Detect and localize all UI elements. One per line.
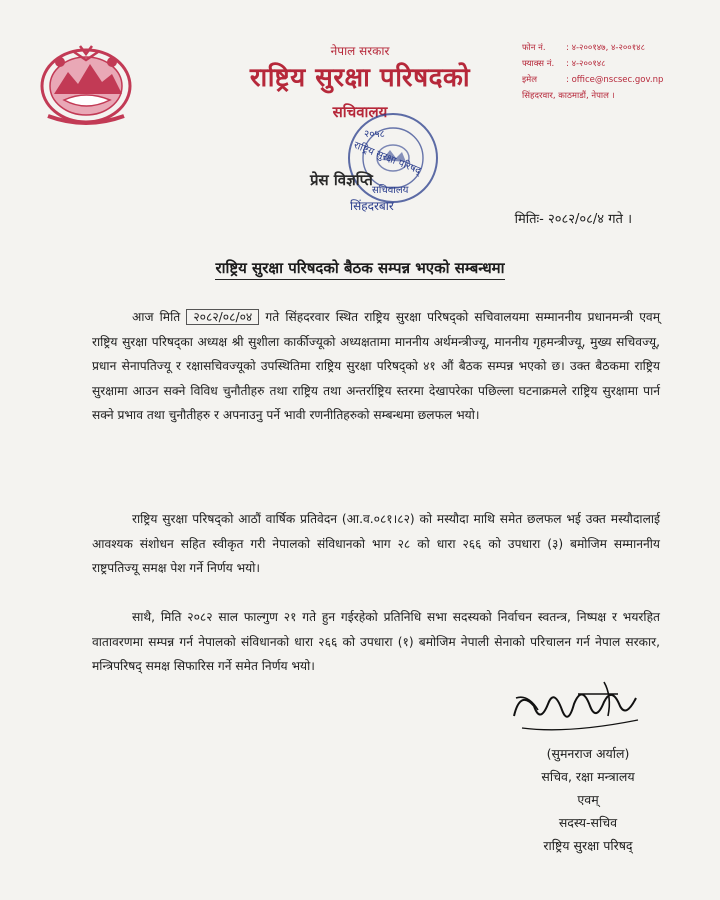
subject-text: राष्ट्रिय सुरक्षा परिषदको बैठक सम्पन्न भएको सम्बन्धमा (215, 259, 504, 280)
contact-info (522, 40, 663, 104)
fax-label: फ्याक्स नं. (522, 59, 555, 69)
meeting-date: २०८२/०८/०४ (186, 309, 259, 325)
government-label: नेपाल सरकार (330, 44, 390, 58)
signatory-title-4: राष्ट्रिय सुरक्षा परिषद् (543, 838, 633, 853)
paragraph-1 (92, 305, 660, 428)
email-address: : office@nscsec.gov.np (566, 75, 664, 85)
phone-number: : ४-२००१४७, ४-२००१४८ (566, 43, 645, 53)
signatory-title-3: सदस्य-सचिव (558, 815, 618, 830)
stamp-year: २०५८ (364, 129, 385, 140)
paragraph-2: राष्ट्रिय सुरक्षा परिषद्को आठौं वार्षिक प्रतिवेदन (आ.व.०८१।८२) को मस्यौदा माथि समेत छलफल भई उक्त मस्यौदालाई आवश्यक संशोधन सहित स्वीकृत गरी नेपालको संविधानको भाग २८ को धारा २६६ को उपधारा (३) बमोजिम सम्माननीय राष्ट्रपतिज्यू समक्ष पेश गर्ने निर्णय भयो। (92, 512, 660, 575)
signatory-name: (सुमनराज अर्याल) (546, 746, 630, 761)
fax-number: : ४-२००१४८ (566, 59, 606, 69)
paragraph-1-pre: आज मिति (132, 310, 181, 324)
signatory-title-1: सचिव, रक्षा मन्त्रालय (541, 769, 635, 784)
signatory-title-2: एवम् (577, 792, 599, 807)
paragraph-1-body: गते सिंहदरवार स्थित राष्ट्रिय सुरक्षा परिषद्को सचिवालयमा सम्माननीय प्रधानमन्त्री एवम् राष्ट्रिय सुरक्षा परिषद्का अध्यक्ष श्री सुशीला कार्कीज्यूको अध्यक्षतामा माननीय अर्थमन्त्रीज्यू, माननीय गृहमन्त्रीज्यू, मुख्य सचिवज्यू, प्रधान सेनापतिज्यू र रक्षासचिवज्यूको उपस्थितिमा राष्ट्रिय सुरक्षा परिषद्को ४१ औं बैठक सम्पन्न भएको छ। उक्त बैठकमा राष्ट्रिय सुरक्षामा आउन सक्ने विविध चुनौतीहरु तथा राष्ट्रिय तथा अन्तर्राष्ट्रिय स्तरमा देखापरेका पछिल्ला घटनाक्रमले राष्ट्रिय सुरक्षामा पार्न सक्ने प्रभाव तथा चुनौतीहरु र अपनाउनु पर्ने भावी रणनीतिहरुको सम्बन्धमा छलफल भयो। (92, 310, 660, 422)
organization-sub: सचिवालय (332, 103, 388, 121)
stamp-ring-text: राष्ट्रिय सुरक्षा परिषद् (351, 139, 423, 177)
paragraph-3: साथै, मिति २०८२ साल फाल्गुण २१ गते हुन गईरहेको प्रतिनिधि सभा सदस्यको निर्वाचन स्वतन्त्र, निष्पक्ष र भयरहित वातावरणमा सम्पन्न गर्न नेपालको संविधानको धारा २६६ को उपधारा (१) बमोजिम नेपाली सेनाको परिचालन गर्न नेपाल सरकार, मन्त्रिपरिषद् समक्ष सिफारिस गर्ने समेत निर्णय भयो। (92, 610, 660, 673)
date-line: मितिः- २०८२/०८/४ गते । (514, 212, 632, 227)
subject-heading (0, 258, 720, 278)
email-label: इमेल (522, 75, 538, 85)
phone-label: फोन नं. (522, 43, 546, 53)
address: सिंहदरवार, काठमाडौं, नेपाल । (522, 91, 615, 101)
signatory-block (498, 742, 678, 857)
organization-name: राष्ट्रिय सुरक्षा परिषदको (249, 63, 471, 93)
stamp-office: सचिवालय (372, 185, 409, 196)
press-release-title: प्रेस विज्ञप्ति (310, 171, 373, 189)
signature-icon (508, 676, 648, 746)
stamp-place: सिंहदरबार (350, 199, 394, 213)
